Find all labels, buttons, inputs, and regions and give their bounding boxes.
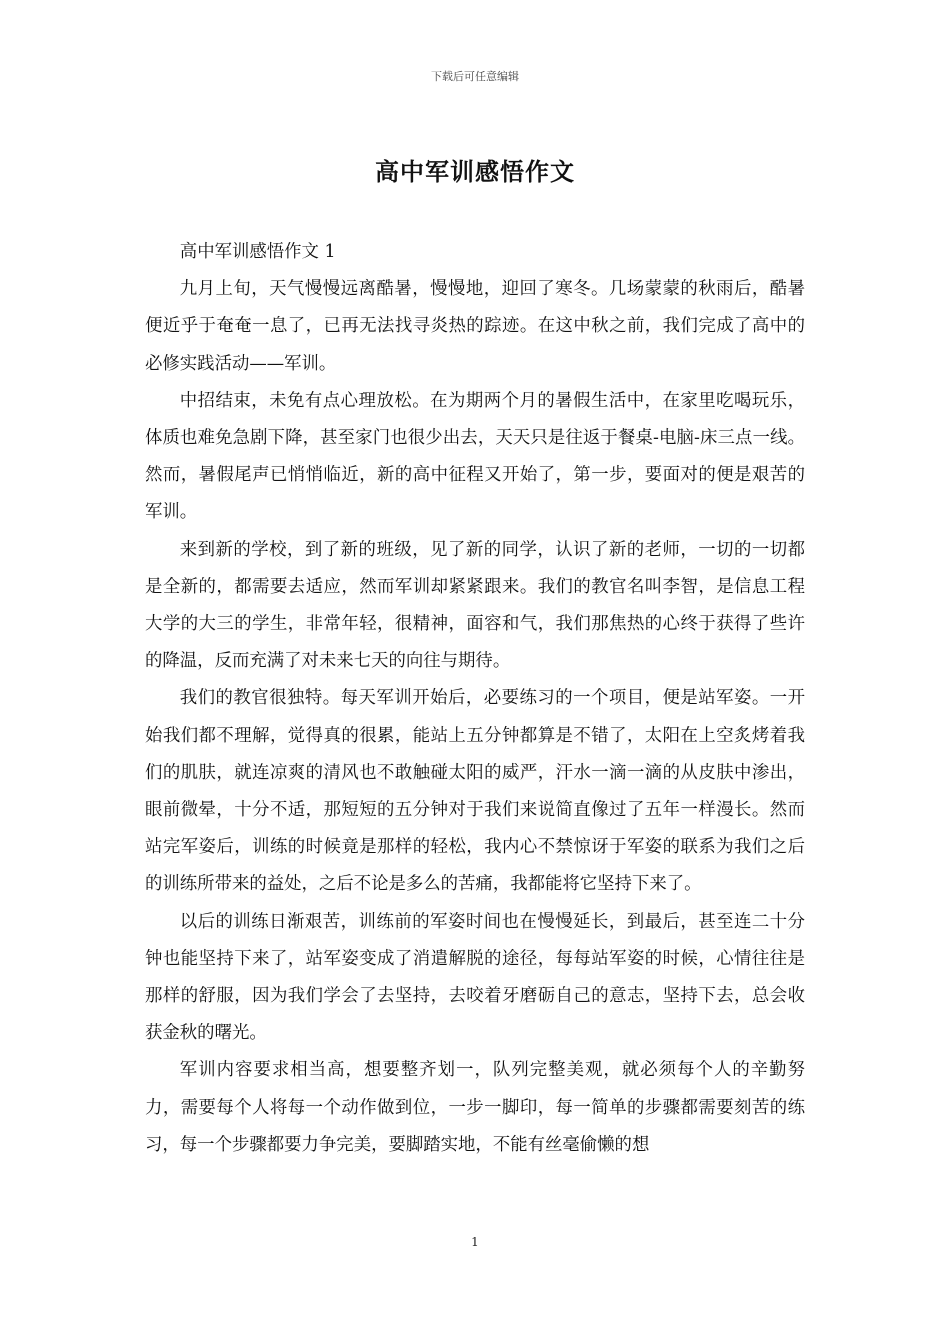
paragraph: 九月上旬，天气慢慢远离酷暑，慢慢地，迎回了寒冬。几场蒙蒙的秋雨后，酷暑便近乎于奄奄一息了，已再无法找寻炎热的踪迹。在这中秋之前，我们完成了高中的必修实践活动——军训。 (145, 279, 805, 374)
page-header-note: 下载后可任意编辑 (431, 70, 519, 83)
section-subtitle: 高中军训感悟作文 1 (179, 242, 336, 262)
page-number: 1 (471, 1235, 479, 1249)
document-title: 高中军训感悟作文 (375, 157, 575, 186)
paragraph: 我们的教官很独特。每天军训开始后，必要练习的一个项目，便是站军姿。一开始我们都不理解，觉得真的很累，能站上五分钟都算是不错了，太阳在上空炙烤着我们的肌肤，就连凉爽的清风也不敢触碰太阳的威严，汗水一滴一滴的从皮肤中渗出，眼前微晕，十分不适，那短短的五分钟对于我们来说简直像过了五年一样漫长。然而站完军姿后，训练的时候竟是那样的轻松，我内心不禁惊讶于军姿的联系为我们之后的训练所带来的益处，之后不论是多么的苦痛，我都能将它坚持下来了。 (145, 688, 805, 895)
paragraph: 军训内容要求相当高，想要整齐划一，队列完整美观，就必须每个人的辛勤努力，需要每个人将每一个动作做到位，一步一脚印，每一简单的步骤都需要刻苦的练习，每一个步骤都要力争完美，要脚踏实地，不能有丝毫偷懒的想 (145, 1060, 805, 1155)
paragraph: 中招结束，未免有点心理放松。在为期两个月的暑假生活中，在家里吃喝玩乐，体质也难免急剧下降，甚至家门也很少出去，天天只是往返于餐桌-电脑-床三点一线。然而，暑假尾声已悄悄临近，新的高中征程又开始了，第一步，要面对的便是艰苦的军训。 (145, 390, 805, 523)
document-body (145, 234, 805, 1164)
paragraph: 以后的训练日渐艰苦，训练前的军姿时间也在慢慢延长，到最后，甚至连二十分钟也能坚持下来了，站军姿变成了消遣解脱的途径，每每站军姿的时候，心情往往是那样的舒服，因为我们学会了去坚持，去咬着牙磨砺自己的意志，坚持下去，总会收获金秋的曙光。 (145, 911, 805, 1044)
paragraph: 来到新的学校，到了新的班级，见了新的同学，认识了新的老师，一切的一切都是全新的，都需要去适应，然而军训却紧紧跟来。我们的教官名叫李智，是信息工程大学的大三的学生，非常年轻，很精神，面容和气，我们那焦热的心终于获得了些许的降温，反而充满了对未来七天的向往与期待。 (145, 539, 805, 672)
